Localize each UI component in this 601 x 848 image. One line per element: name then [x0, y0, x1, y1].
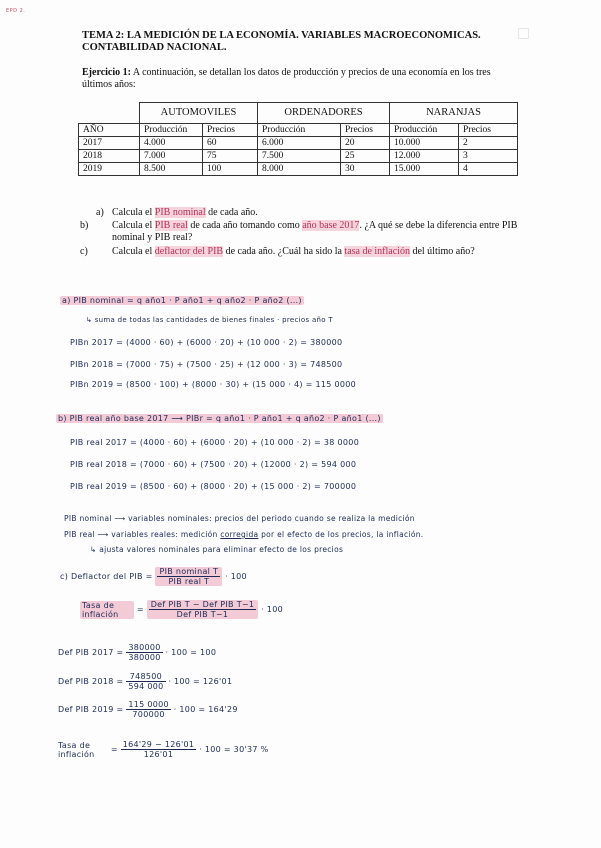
- table-cell: 2: [459, 137, 518, 150]
- column-header: Precios: [203, 124, 258, 137]
- table-cell: 75: [203, 150, 258, 163]
- group-header: NARANJAS: [390, 103, 518, 124]
- table-cell: 100: [203, 163, 258, 176]
- note-b-2018: PIB real 2018 = (7000 · 60) + (7500 · 20) + (12000 · 2) = 594 000: [70, 460, 357, 469]
- note-b-title: [56, 414, 383, 423]
- fraction-denominator: 594 000: [128, 682, 164, 691]
- note-def-2019: [58, 700, 238, 719]
- table-cell: 8.000: [258, 163, 341, 176]
- note-b-adjust: ↳ ajusta valores nominales para eliminar efecto de los precios: [90, 545, 344, 554]
- table-cell: 20: [341, 137, 390, 150]
- table-header-row: [79, 124, 518, 137]
- fraction-numerator: 164'29 − 126'01: [122, 740, 195, 749]
- fraction-denominator: 380000: [128, 653, 161, 662]
- table-cell: 6.000: [258, 137, 341, 150]
- highlight: PIB nominal: [154, 207, 206, 218]
- fraction-numerator: 380000: [128, 643, 161, 652]
- column-header: Producción: [140, 124, 203, 137]
- fraction-denominator: Def PIB T−1: [176, 610, 229, 619]
- column-header: Precios: [459, 124, 518, 137]
- question-letter: c): [80, 246, 88, 257]
- highlight: tasa de inflación: [344, 246, 410, 257]
- question-letter: b): [80, 220, 89, 231]
- table-cell: 30: [341, 163, 390, 176]
- table-cell: 15.000: [390, 163, 459, 176]
- table-cell: 2017: [79, 137, 140, 150]
- table-group-row: [79, 103, 518, 124]
- question-text: de cada año tomando como: [187, 220, 303, 231]
- note-text: b) PIB real año base 2017 ⟶ PIBr = q año1 · P año1 + q año2 · P año1 (...): [58, 414, 381, 423]
- question-text: de cada año. ¿Cuál ha sido la: [223, 246, 345, 257]
- table-cell: 25: [341, 150, 390, 163]
- fraction-numerator: PIB nominal T: [159, 567, 219, 576]
- table-cell: 3: [459, 150, 518, 163]
- note-a-2019: PIBn 2019 = (8500 · 100) + (8000 · 30) + (15 000 · 4) = 115 0000: [70, 380, 357, 389]
- note-text: · 100: [225, 572, 247, 581]
- note-text: · 100 = 126'01: [168, 677, 233, 686]
- question-text: Calcula el: [112, 220, 155, 231]
- note-text: · 100 = 100: [165, 648, 217, 657]
- note-text: PIB real ⟶ variables reales: medición: [64, 530, 218, 539]
- question-text: Calcula el: [112, 207, 155, 218]
- note-b-nominal: PIB nominal ⟶ variables nominales: precios del periodo cuando se realiza la medición: [64, 514, 415, 523]
- highlight: año base 2017: [302, 220, 360, 231]
- question-c: [80, 246, 522, 258]
- note-c-deflactor: [60, 567, 247, 586]
- table-row: [79, 163, 518, 176]
- table-cell: 2018: [79, 150, 140, 163]
- note-text: · 100 = 164'29: [173, 705, 238, 714]
- group-header: ORDENADORES: [258, 103, 390, 124]
- table-corner-cell: [79, 103, 140, 124]
- question-b: [80, 220, 522, 244]
- table-cell: 2019: [79, 163, 140, 176]
- exercise-label: Ejercicio 1:: [82, 67, 131, 78]
- fraction-denominator: PIB real T: [168, 577, 210, 586]
- def-2018-fraction: [126, 672, 165, 691]
- deflactor-fraction: [155, 567, 222, 586]
- note-a-2017: PIBn 2017 = (4000 · 60) + (6000 · 20) + (10 000 · 2) = 380000: [70, 338, 343, 347]
- def-2017-fraction: [126, 643, 162, 662]
- note-final-inflation: Tasa de inflación = $\frac{164'29 - 126'01}{126'01}$ · 100 = 30'37 %: [58, 740, 269, 759]
- exercise-text: A continuación, se detallan los datos de producción y precios de una economía en los tres últimos años:: [82, 67, 491, 90]
- final-fraction: [121, 740, 197, 759]
- page-title: TEMA 2: LA MEDICIÓN DE LA ECONOMÍA. VARIABLES MACROECONOMICAS. CONTABILIDAD NACIONAL.: [82, 30, 481, 53]
- question-text: Calcula el: [112, 246, 155, 257]
- note-b-2019: PIB real 2019 = (8500 · 60) + (8000 · 20) + (15 000 · 2) = 700000: [70, 482, 357, 491]
- question-text: del último año?: [409, 246, 475, 257]
- fraction-denominator: 126'01: [143, 750, 174, 759]
- column-header: AÑO: [79, 124, 140, 137]
- column-header: Producción: [258, 124, 341, 137]
- table-cell: 7.000: [140, 150, 203, 163]
- note-a-title: [60, 296, 304, 305]
- note-def-2018: [58, 672, 232, 691]
- note-a-sub: ↳ suma de todas las cantidades de bienes finales · precios año T: [86, 316, 333, 324]
- def-2019-fraction: [126, 700, 171, 719]
- fraction-numerator: Def PIB T − Def PIB T−1: [150, 600, 255, 609]
- corner-note: EPD 2.: [6, 8, 26, 14]
- table-cell: 8.500: [140, 163, 203, 176]
- question-text: de cada año.: [205, 207, 258, 218]
- note-def-2017: [58, 643, 216, 662]
- note-text: a) PIB nominal = q año1 · P año1 + q año2 · P año2 (...): [62, 296, 302, 305]
- table-cell: 7.500: [258, 150, 341, 163]
- fraction-denominator: 700000: [132, 710, 165, 719]
- note-text: Tasa de inflación: [58, 740, 95, 759]
- note-text: c) Deflactor del PIB =: [60, 572, 153, 581]
- column-header: Precios: [341, 124, 390, 137]
- note-text: · 100: [261, 605, 283, 614]
- fraction-numerator: 115 0000: [128, 700, 169, 709]
- note-c-inflation-formula: Tasa de inflación = $\frac{\text{Def PIB T − Def PIB T−1}}{\text{Def PIB T−1}}$ · 100: [82, 600, 283, 619]
- data-table: [78, 102, 518, 176]
- highlight: PIB real: [154, 220, 188, 231]
- question-a: [96, 207, 526, 219]
- table-cell: 60: [203, 137, 258, 150]
- note-text: corregida: [220, 530, 259, 539]
- note-b-2017: PIB real 2017 = (4000 · 60) + (6000 · 20) + (10 000 · 2) = 38 0000: [70, 438, 360, 447]
- note-text: · 100 = 30'37 %: [199, 745, 269, 754]
- note-text: Def PIB 2017 =: [58, 648, 124, 657]
- fraction-numerator: 748500: [126, 672, 165, 682]
- note-a-2018: PIBn 2018 = (7000 · 75) + (7500 · 25) + (12 000 · 3) = 748500: [70, 360, 343, 369]
- highlight: deflactor del PIB: [154, 246, 224, 257]
- note-b-real: [64, 530, 423, 539]
- table-cell: 4.000: [140, 137, 203, 150]
- table-row: [79, 137, 518, 150]
- question-text: . ¿A qué se debe la diferencia entre PIB nominal y PIB real?: [112, 220, 518, 243]
- question-letter: a): [96, 207, 104, 218]
- group-header: AUTOMOVILES: [140, 103, 258, 124]
- note-text: Def PIB 2019 =: [58, 705, 124, 714]
- note-text: Def PIB 2018 =: [58, 677, 124, 686]
- table-cell: 10.000: [390, 137, 459, 150]
- inflation-fraction: [147, 600, 259, 619]
- column-header: Producción: [390, 124, 459, 137]
- table-cell: 4: [459, 163, 518, 176]
- table-row: [79, 150, 518, 163]
- note-text: Tasa de inflación: [80, 601, 134, 619]
- exercise-statement: [82, 67, 512, 91]
- note-text: por el efecto de los precios, la inflación.: [261, 530, 424, 539]
- table-cell: 12.000: [390, 150, 459, 163]
